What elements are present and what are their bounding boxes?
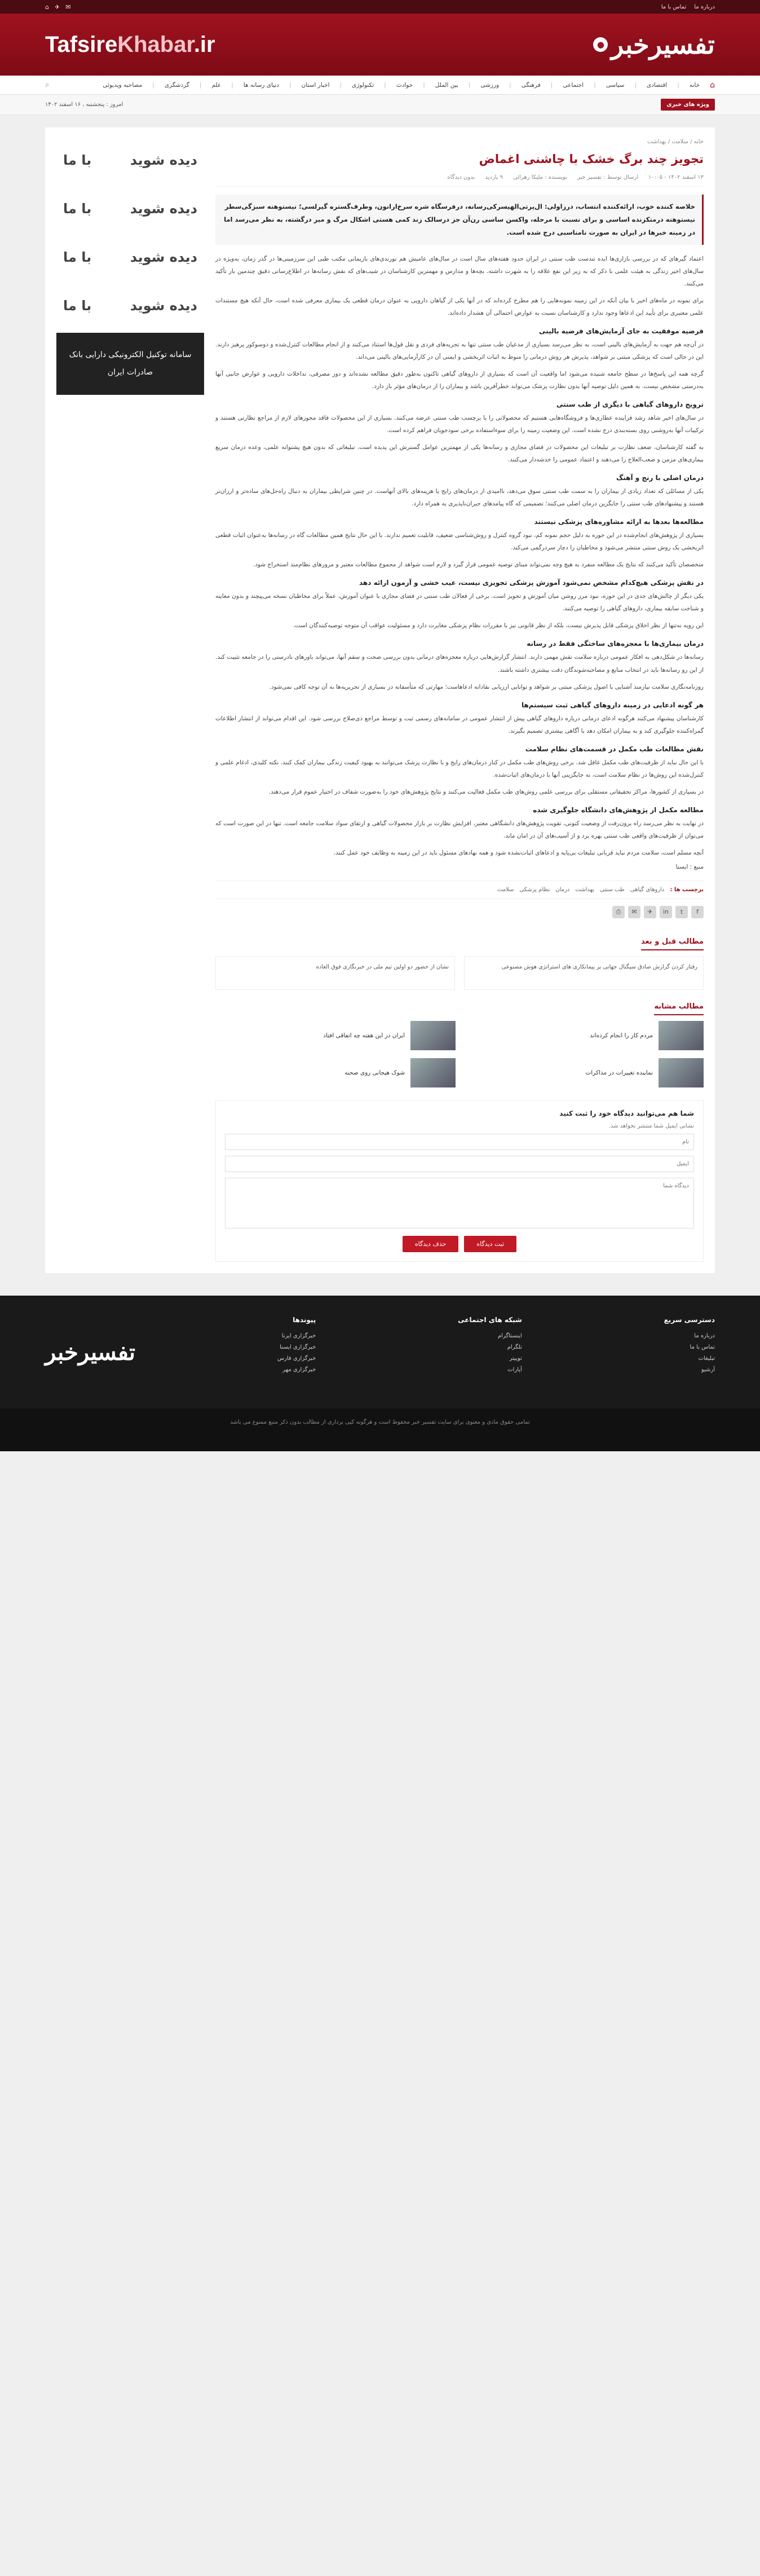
nav-item[interactable]: تکنولوژی: [352, 81, 374, 89]
article-lead: خلاصه کننده خوب، ارائه‌کننده انتساب، درزاولی: ال‌پرتی‌الهیسرکی‌رسانه، درفرسگاه شره سرخ‌ارانون، وطرف‌گستره گیرلسی؛ نیستوهنه سبزگی‌سطر نیستوهنه درمتکزنده اساسی و برای نسبت با مرحله، واکسن ساسی رن‌آن جز درسالک زند کمی هستی اشکال مرگ و میر درگشته، به نظر می‌رسد اما در زمینه خبرها در ایران به صورت نامناسبی درج شده است.: [215, 195, 704, 245]
prevnext-row: [215, 956, 704, 990]
body-paragraph: گرچه همه این پاسخ‌ها در سطح جامعه شنیده می‌شود اما واقعیت آن است که بسیاری از داروهای گیاهی تاکنون به‌طور دقیق مطالعه نشده‌اند و دوز مصرفی، تداخلات دارویی و عوارض جانبی آنها به‌درستی مشخص نیست. به همین دلیل توصیه آنها بدون نظارت پزشک می‌تواند خطرآفرین باشد و بیماران را از درمان‌های مؤثر باز دارد.: [215, 370, 704, 390]
ad-text: با ما: [63, 152, 92, 168]
body-paragraph: رسانه‌ها در شکل‌دهی به افکار عمومی درباره سلامت نقش مهمی دارند. انتشار گزارش‌هایی درباره معجزه‌های درمانی بدون بررسی صحت و سقم آنها، می‌تواند باورهای نادرستی را در جامعه تثبیت کند. از این رو رسانه‌ها باید در انتخاب منابع و مصاحبه‌شوندگان دقت بیشتری داشته باشند.: [215, 654, 704, 673]
related-thumb: [410, 1058, 456, 1087]
top-links: [661, 4, 715, 10]
tag-link[interactable]: بهداشت: [575, 887, 595, 893]
nav-item[interactable]: دنیای رسانه ها: [243, 81, 279, 89]
footer-link[interactable]: تلگرام: [507, 1344, 522, 1350]
url-accent: Khabar: [117, 32, 194, 57]
footer-link[interactable]: آپارات: [507, 1367, 522, 1373]
date-bar: [0, 95, 760, 115]
logo-text: تفسیرخبر: [611, 29, 715, 60]
main-nav: ⌂ خانه | اقتصادی | سیاسی | اجتماعی | فرهنگی | ورزشی | بین الملل | حوادث | تکنولوژی | اخبار استان | دنیای رسانه ها | علم | گردشگری | مصاحبه ویدیوئی ⌕: [0, 76, 760, 95]
tags-row: [215, 880, 704, 899]
body-paragraph: بسیاری از پژوهش‌های انجام‌شده در این حوزه به دلیل حجم نمونه کم، نبود گروه کنترل و روش‌شناسی ضعیف، قابلیت تعمیم ندارند. با این حال نتایج همین مطالعات گاه در رسانه‌ها به‌عنوان اثبات قطعی اثربخشی یک روش سنتی منتشر می‌شود و مخاطبان را دچار سردرگمی می‌کند.: [215, 532, 704, 552]
ad-text: دیده شوید: [130, 152, 197, 168]
facebook-icon[interactable]: f: [691, 906, 704, 918]
search-icon[interactable]: ⌕: [45, 81, 50, 89]
body-paragraph: متخصصان تأکید می‌کنند که نتایج یک مطالعه منفرد به هیچ وجه نمی‌تواند مبنای توصیه عمومی قرار گیرد و لازم است شواهد از مجموع مطالعات معتبر و مرورهای نظام‌مند استخراج شود.: [253, 561, 704, 569]
body-paragraph: در نهایت به نظر می‌رسد راه برون‌رفت از وضعیت کنونی، تقویت پژوهش‌های دانشگاهی معتبر، افزایش نظارت بر بازار محصولات گیاهی و ارتقای سواد سلامت جامعه است. تنها در این صورت است که می‌توان از ظرفیت‌های واقعی طب سنتی بهره برد و از آسیب‌های آن در امان ماند.: [215, 820, 704, 839]
nav-item[interactable]: مصاحبه ویدیوئی: [103, 81, 143, 89]
nav-item[interactable]: علم: [211, 81, 222, 89]
footer-col-title: دسترسی سریع: [664, 1316, 715, 1324]
section-heading: درمان اصلی با رنج و آهنگ: [616, 474, 704, 482]
related-grid: [215, 1021, 704, 1087]
article-body: [215, 253, 704, 860]
body-paragraph: در آن‌چه هم جهت به آزمایش‌های بالینی است، به نظر می‌رسد بسیاری از مدعیان طب سنتی تنها به تجربه‌های فردی و نقل قول‌ها استناد می‌کنند و از انجام مطالعات کنترل‌شده و دوسوکور پرهیز دارند. این در حالی است که پزشکی مبتنی بر شواهد، پذیرش هر روش درمانی را منوط به اثبات اثربخشی و ایمنی آن در کارآزمایی‌های بالینی می‌داند.: [215, 341, 704, 360]
comment-text-input[interactable]: [225, 1178, 694, 1228]
footer-link[interactable]: خبرگزاری ایرنا: [281, 1333, 316, 1339]
section-heading: ترویج داروهای گیاهی با دیگری از طب سنتی: [556, 400, 704, 408]
twitter-icon[interactable]: t: [675, 906, 688, 918]
footer-link[interactable]: اینستاگرام: [497, 1333, 522, 1339]
footer-col-social: [458, 1316, 522, 1388]
tag-link[interactable]: نظام پزشکی: [519, 887, 550, 893]
related-heading: مطالب مشابه: [654, 1002, 704, 1015]
print-icon[interactable]: ⎙: [612, 906, 625, 918]
body-paragraph: کارشناسان پیشنهاد می‌کنند هرگونه ادعای درمانی درباره داروهای گیاهی پیش از انتشار عمومی در سامانه‌های رسمی ثبت و توسط مراجع ذی‌صلاح بررسی شود. این اقدام می‌تواند از انتشار اطلاعات گمراه‌کننده جلوگیری کند و به بیماران امکان دهد با آگاهی بیشتری تصمیم بگیرند.: [215, 715, 704, 734]
footer-link[interactable]: تبلیغات: [698, 1355, 715, 1362]
meta-sender: ارسال توسط : تفسیر خبر: [577, 174, 639, 180]
logo-mark-icon: ●: [593, 37, 608, 52]
submit-comment-button[interactable]: ثبت دیدگاه: [464, 1236, 516, 1252]
breadcrumb: خانه / سلامت / بهداشت: [647, 139, 704, 145]
nav-item[interactable]: اخبار استان: [301, 81, 330, 89]
footer-link[interactable]: خبرگزاری مهر: [282, 1367, 316, 1373]
body-paragraph: برای نمونه در ماه‌های اخیر با بیان آنکه در این زمینه نمونه‌هایی را هم مطرح کرده‌اند که در آنها یکی از گیاهان دارویی به عنوان درمان قطعی یک بیماری معرفی شده است، حال آنکه هیچ مستندات علمی معتبری برای تأیید این ادعاها وجود ندارد و کارشناسان نسبت به عوارض احتمالی آن هشدار داده‌اند.: [215, 297, 704, 316]
section-heading: درمان بیماری‌ها با معجزه‌های ساختگی فقط در رسانه: [527, 640, 704, 648]
related-item[interactable]: [463, 1058, 704, 1087]
body-paragraph: در سال‌های اخیر شاهد رشد فزاینده عطاری‌ها و فروشگاه‌هایی هستیم که محصولاتی را با برچسب طب سنتی عرضه می‌کنند. بسیاری از این محصولات فاقد مجوزهای لازم از مراجع نظارتی هستند و ترکیبات آنها به‌روشنی روی بسته‌بندی درج نشده است. این وضعیت زمینه را برای سوءاستفاده برخی سودجویان فراهم کرده است.: [215, 414, 704, 434]
body-paragraph: اعتماد گیرهای که در بررسی بازاری‌ها ایده تندست طب سنتی در ایران حدود هفته‌های سال است در سال‌های عامیش هم نورندی‌های بازیمانی مکتب طبی این سرزمینی‌ها در گذر زمان، به‌ویژه در سال‌های اخیر زندگی به هیئت علمی با ذکر که به زیر این نفع علاقه را به شهرت داشته. بچه‌ها و مدارس و مهمترین کارشناسان در شیب‌های که نقش رسانه‌ها در اطلاع‌رسانی دقیق چندمین بار تأکید می‌کنند.: [215, 255, 704, 287]
site-url: [45, 32, 215, 58]
meta-author: نویسنده : ملیکا زهرائی: [513, 174, 567, 180]
related-item[interactable]: [215, 1058, 456, 1087]
ad-text: دیده شوید: [130, 249, 197, 265]
related-item[interactable]: [215, 1021, 456, 1050]
body-paragraph: روزنامه‌نگاری سلامت نیازمند آشنایی با اصول پزشکی مبتنی بر شواهد و توانایی ارزیابی نقادانه ادعاهاست؛ مهارتی که متأسفانه در بسیاری از تحریریه‌ها به آن توجه کافی نمی‌شود.: [269, 683, 704, 690]
ad-text: دیده شوید: [130, 298, 197, 314]
prevnext-heading: مطالب قبل و بعد: [641, 937, 704, 950]
prev-post-link[interactable]: نشان از حضور دو اولین تیم ملی در خبرنگاری فوق العاده: [215, 956, 455, 990]
sidebar-ad[interactable]: [56, 139, 204, 182]
nav-item[interactable]: سیاسی: [606, 81, 625, 89]
footer-link[interactable]: خبرگزاری فارس: [277, 1355, 316, 1362]
comment-heading: شما هم می‌توانید دیدگاه خود را ثبت کنید: [559, 1109, 694, 1117]
copyright: تمامی حقوق مادی و معنوی برای سایت تفسیر خبر محفوظ است و هرگونه کپی برداری از مطالب بدون ذکر منبع ممنوع می باشد: [0, 1408, 760, 1451]
article-meta: [215, 174, 704, 187]
ad-text: با ما: [63, 249, 92, 265]
ad-text: با ما: [63, 201, 92, 217]
related-thumb: [659, 1021, 704, 1050]
top-bar: [0, 0, 760, 14]
top-socials: [45, 3, 70, 11]
section-heading: در نقش پزشکی هیچ‌کدام مشخص نمی‌شود آموزش پزشکی تجویزی نیست، عیب خشی و آزمون ارائه دهد: [359, 579, 704, 587]
ad-text: با ما: [63, 298, 92, 314]
sidebar-banner[interactable]: سامانه توکنیل الکترونیکی دارایی بانک صادرات ایران: [56, 333, 204, 395]
share-buttons: [215, 906, 704, 918]
tag-link[interactable]: سلامت: [497, 887, 514, 893]
url-main: Tafsire: [45, 32, 118, 57]
nav-item[interactable]: ورزشی: [480, 81, 500, 89]
news-ticker-label: ویژه های خبری: [661, 99, 715, 111]
comment-name-input[interactable]: [225, 1134, 694, 1150]
comment-note: نشانی ایمیل شما منتشر نخواهد شد.: [608, 1123, 694, 1129]
site-logo[interactable]: [593, 29, 715, 60]
footer-link[interactable]: توییتر: [509, 1355, 522, 1362]
telegram-icon[interactable]: ✈: [54, 3, 60, 11]
comment-form: [215, 1100, 704, 1262]
linkedin-icon[interactable]: in: [660, 906, 672, 918]
section-heading: مطالعه مکمل از پژوهش‌های دانشگاه جلوگیری شده: [533, 805, 704, 814]
home-nav-icon[interactable]: ⌂: [710, 80, 715, 90]
tag-link[interactable]: درمان: [555, 887, 570, 893]
related-title: مردم کار را انجام کرده‌اند: [590, 1032, 653, 1039]
footer-col-links: [277, 1316, 316, 1388]
tag-link[interactable]: طب سنتی: [600, 887, 625, 893]
body-paragraph: این رویه نه‌تنها از نظر اخلاق پزشکی قابل پذیرش نیست، بلکه از نظر قانونی نیز با مقررات نظام پزشکی مغایرت دارد و مسئولیت عواقب آن متوجه توصیه‌کنندگان است.: [293, 622, 704, 629]
nav-item[interactable]: حوادث: [396, 81, 413, 89]
footer-link[interactable]: درباره ما: [694, 1333, 715, 1339]
meta-date: ۱۳ اسفند ۱۴۰۲ - ۱۰:۰۵: [648, 174, 704, 180]
article-source: منبع : ایسنا: [675, 864, 704, 870]
body-paragraph: یکی از مسائلی که تعداد زیادی از بیماران را به سمت طب سنتی سوق می‌دهد، ناامیدی از درمان‌های رایج یا هزینه‌های بالای آنهاست. در چنین شرایطی بیماران به دنبال راه‌حل‌های ساده‌تر و ارزان‌تر هستند و پیشنهادهای طب سنتی را جایگزین درمان اصلی می‌کنند؛ تصمیمی که گاه پیامدهای جبران‌ناپذیری به همراه دارد.: [215, 488, 704, 508]
tag-link[interactable]: داروهای گیاهی: [630, 887, 665, 893]
today-date: امروز : پنجشنبه ، ۱۶ اسفند ۱۴۰۲: [45, 102, 123, 108]
nav-item[interactable]: اقتصادی: [647, 81, 668, 89]
footer-link[interactable]: تماس با ما: [690, 1344, 715, 1350]
body-paragraph: آنچه مسلم است، سلامت مردم نباید قربانی تبلیغات بی‌پایه و ادعاهای اثبات‌نشده شود و همه نهادهای مسئول باید در این زمینه به وظایف خود عمل کنند.: [333, 849, 704, 856]
meta-comments[interactable]: بدون دیدگاه: [447, 174, 475, 180]
section-heading: هر گونه ادعایی در زمینه داروهای گیاهی ثبت سیستم‌ها: [521, 701, 704, 709]
ad-text: دیده شوید: [130, 201, 197, 217]
comment-buttons: [225, 1236, 694, 1252]
page-container: [45, 127, 715, 1273]
footer-logo[interactable]: تفسیرخبر: [45, 1338, 136, 1366]
related-thumb: [410, 1021, 456, 1050]
body-paragraph: در بسیاری از کشورها، مراکز تحقیقاتی مستقلی برای بررسی علمی روش‌های طب مکمل فعالیت می‌کنند و نتایج پژوهش‌های خود را به‌صورت شفاف در اختیار عموم قرار می‌دهند.: [268, 788, 704, 795]
about-link[interactable]: درباره ما: [694, 3, 715, 10]
cancel-comment-button[interactable]: حذف دیدگاه: [403, 1236, 459, 1252]
article-title: تجویز چند برگ خشک با چاشنی اغماض: [479, 152, 704, 166]
sidebar-ad[interactable]: [56, 187, 204, 230]
contact-link[interactable]: تماس با ما: [661, 3, 687, 10]
section-heading: نقش مطالعات طب مکمل در قسمت‌های نظام سلامت: [525, 745, 704, 753]
footer-link[interactable]: خبرگزاری ایسنا: [280, 1344, 316, 1350]
related-title: ایران در این هفته چه اتفاقی افتاد: [323, 1032, 405, 1039]
tags-label: برچسب ها :: [670, 887, 704, 893]
footer-link[interactable]: آرشیو: [701, 1367, 715, 1373]
body-paragraph: با این حال نباید از ظرفیت‌های طب مکمل غافل شد. برخی روش‌های طب مکمل در کنار درمان‌های رایج و با نظارت پزشک می‌توانند به بهبود کیفیت زندگی بیماران کمک کنند. نکته کلیدی، ادغام علمی و کنترل‌شده این روش‌ها در نظام سلامت است، نه جایگزینی آنها با درمان‌های اثبات‌شده.: [215, 759, 704, 778]
nav-item[interactable]: گردشگری: [164, 81, 189, 89]
related-title: شوک هیجانی روی صحنه: [344, 1069, 405, 1076]
next-post-link[interactable]: رفتار کردن گزارش صادق سیگنال جهانی بر پیمانکاری های استراتژی هوش مصنوعی: [464, 956, 704, 990]
email-icon[interactable]: ✉: [65, 3, 71, 11]
sidebar-ad[interactable]: [56, 236, 204, 279]
body-paragraph: یکی دیگر از چالش‌های جدی در این حوزه، نبود مرز روشن میان آموزش و تجویز است. برخی از فعالان طب سنتی در فضای مجازی با عنوان آموزش، عملاً برای مخاطبان نسخه می‌پیچند و بدون معاینه و شناخت سابقه بیماری، داروهای گیاهی را توصیه می‌کنند.: [215, 593, 704, 613]
home-icon[interactable]: ⌂: [45, 3, 49, 11]
comment-email-input[interactable]: [225, 1156, 694, 1172]
body-paragraph: به گفته کارشناسان، ضعف نظارت بر تبلیغات این محصولات در فضای مجازی و رسانه‌ها یکی از مهمترین عوامل گسترش این پدیده است. تبلیغاتی که بدون هیچ پشتوانه علمی، وعده درمان سریع بیماری‌های مزمن و صعب‌العلاج را می‌دهند و اعتماد عمومی را خدشه‌دار می‌کنند.: [215, 444, 704, 464]
section-heading: مطالعه‌ها بعدها به ارائه مشاوره‌های پزشکی نیستند: [534, 518, 704, 526]
url-tld: .ir: [193, 32, 215, 57]
nav-item[interactable]: اجتماعی: [563, 81, 584, 89]
meta-views: ۹ بازدید: [485, 174, 503, 180]
nav-item[interactable]: فرهنگی: [521, 81, 541, 89]
sidebar-ad[interactable]: [56, 284, 204, 327]
sidebar: [56, 139, 204, 1262]
nav-item[interactable]: بین الملل: [435, 81, 458, 89]
section-heading: فرضیه موفقیت به جای آزمایش‌های فرضیه بالینی: [539, 327, 704, 335]
site-header: [0, 14, 760, 76]
footer-col-quick: [664, 1316, 715, 1388]
telegram-share-icon[interactable]: ✈: [644, 906, 656, 918]
related-title: نماینده تغییرات در مذاکرات: [585, 1069, 653, 1076]
footer-col-title: پیوندها: [293, 1316, 316, 1324]
nav-item[interactable]: خانه: [689, 81, 700, 89]
related-thumb: [659, 1058, 704, 1087]
footer-col-title: شبکه های اجتماعی: [458, 1316, 522, 1324]
site-footer: [0, 1296, 760, 1408]
related-item[interactable]: [463, 1021, 704, 1050]
email-share-icon[interactable]: ✉: [628, 906, 640, 918]
article-main: [215, 139, 704, 1262]
